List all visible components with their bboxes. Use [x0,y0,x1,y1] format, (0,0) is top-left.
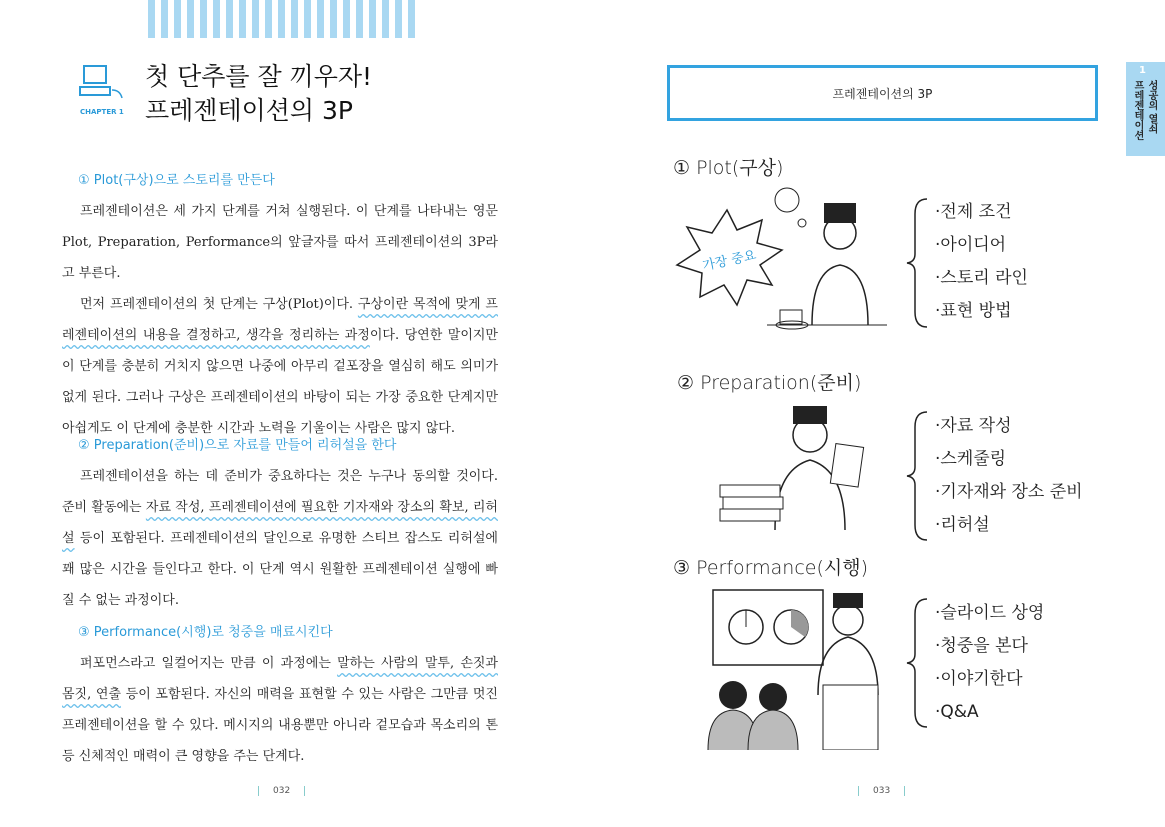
page-title: 첫 단추를 잘 끼우자! 프레젠테이션의 3P [145,62,373,125]
page-number: 033 [858,786,905,796]
performance-label: ③ Performance(시행) [673,557,869,579]
section-performance: ③ Performance(시행)로 청중을 매료시킨다 퍼포먼스라고 일컬어지는 만큼 이 과정에는 말하는 사람의 말투, 손짓과 몸짓, 연출 등이 포함된다. 자신의 매력을 표현할 수 있는 사람은 그만큼 멋진 프레젠테이션을 할 수 있다. 메시지의 내용뿐만 아니라 겉모습과 목소리의 톤 등 신체적인 매력이 큰 영향을 주는 단계다. [62,617,498,772]
section-preparation: ② Preparation(준비)으로 자료를 만들어 리허설을 한다 프레젠테이션을 하는 데 준비가 중요하다는 것은 누구나 동의할 것이다. 준비 활동에는 자료 작성, 프레젠테이션에 필요한 기자재와 장소의 확보, 리허설 등이 포함된다. 프레젠테이션의 달인으로 유명한 스티브 잡스도 리허설에 꽤 많은 시간을 들인다고 한다. 이 단계 역시 원활한 프레젠테이션 실행에 빠질 수 없는 과정이다. [62,430,498,616]
plot-label: ① Plot(구상) [673,157,784,179]
plot-illustration [672,185,892,345]
section-plot: ① Plot(구상)으로 스토리를 만든다 프레젠테이션은 세 가지 단계를 거쳐 실행된다. 이 단계를 나타내는 영문 Plot, Preparation, Performance의 앞글자를 따서 프레젠테이션의 3P라고 부른다. 먼저 프레젠테이션의 첫 단계는 구상(Plot)이다. 구상이란 목적에 맞게 프레젠테이션의 내용을 결정하고, 생각을 정리하는 과정이다. 당연한 말이지만 이 단계를 충분히 거치지 않으면 나중에 아무리 겉포장을 열심히 해도 의미가 없게 된다. 그러나 구상은 프레젠테이션의 바탕이 되는 가장 중요한 단계지만 아쉽게도 이 단계에 충분한 시간과 노력을 기울이는 사람은 많지 않다. [62,165,498,444]
svg-text:가장 중요: 가장 중요 [701,248,758,275]
chapter-tab[interactable]: 1 성공의 열쇠 프레젠테이션 [1126,62,1165,156]
plot-list: ·전제 조건 ·아이디어 ·스토리 라인 ·표현 방법 [935,202,1028,321]
section-heading: ① Plot(구상)으로 스토리를 만든다 [78,173,275,188]
computer-icon [78,62,128,107]
performance-list: ·슬라이드 상영 ·청중을 본다 ·이야기한다 ·Q&A [935,603,1045,722]
header-stripes [148,0,418,38]
brace-icon [905,197,930,329]
preparation-list: ·자료 작성 ·스케줄링 ·기자재와 장소 준비 ·리허설 [935,416,1083,535]
title-box: 프레젠테이션의 3P [667,65,1098,121]
performance-illustration [688,585,888,750]
preparation-illustration [715,400,885,535]
brace-icon [905,410,930,542]
chapter-label: CHAPTER 1 [80,108,124,116]
page-number: 032 [258,786,305,796]
section-heading: ③ Performance(시행)로 청중을 매료시킨다 [78,625,333,640]
section-heading: ② Preparation(준비)으로 자료를 만들어 리허설을 한다 [78,438,397,453]
brace-icon [905,597,930,729]
preparation-label: ② Preparation(준비) [677,372,862,394]
